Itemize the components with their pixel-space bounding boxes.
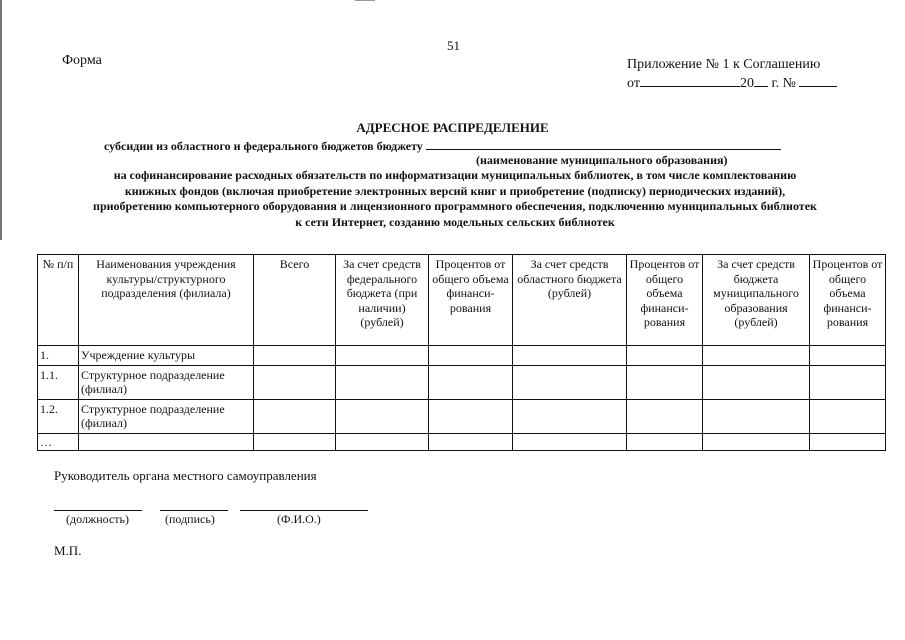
header-num: № п/п <box>38 255 79 346</box>
signature-caption: (подпись) <box>165 512 215 526</box>
table-cell <box>429 399 513 433</box>
table-cell <box>703 399 810 433</box>
row-number: … <box>38 433 79 450</box>
header-federal: За счет средств федерального бюджета (при наличии) (рублей) <box>336 255 429 346</box>
purpose-line: приобретению компьютерного оборудования и лицензионного программного обеспечения, подключению муниципальных библиотек <box>93 199 817 213</box>
table-cell <box>810 399 886 433</box>
table-cell <box>513 433 627 450</box>
purpose-line: на софинансирование расходных обязательств по информатизации муниципальных библиотек, в том числе комплектованию <box>113 168 797 182</box>
appendix-title: Приложение № 1 к Соглашению <box>627 57 821 72</box>
table-row <box>38 399 886 433</box>
table-cell <box>703 346 810 366</box>
year-suffix: г. № <box>767 76 796 91</box>
header-name: Наименования учреждения культуры/структурного подразделения (филиала) <box>79 255 254 346</box>
municipality-caption: (наименование муниципального образования) <box>476 153 728 167</box>
row-name: Структурное подразделение (филиал) <box>79 365 254 399</box>
table-cell <box>810 433 886 450</box>
form-label: Форма <box>62 53 102 68</box>
row-name: Структурное подразделение (филиал) <box>79 399 254 433</box>
table-cell <box>810 365 886 399</box>
table-cell <box>627 365 703 399</box>
header-municipal: За счет средств бюджета муниципального образования (рублей) <box>703 255 810 346</box>
municipality-blank <box>426 137 781 150</box>
head-label: Руководитель органа местного самоуправления <box>54 468 317 483</box>
table-cell <box>336 346 429 366</box>
page-number: 51 <box>447 38 460 53</box>
table-row <box>38 433 886 450</box>
purpose-line: книжных фондов (включая приобретение электронных версий книг и приобретение (подписку) периодических изданий), <box>124 183 786 198</box>
row-number: 1.2. <box>38 399 79 433</box>
appendix-date-line <box>627 74 837 92</box>
table-cell <box>254 365 336 399</box>
year-prefix: 20 <box>739 76 754 91</box>
year-blank <box>754 74 768 87</box>
header-municipal-percent: Процентов от общего объема финанси-рования <box>810 255 886 346</box>
position-caption: (должность) <box>66 512 129 526</box>
name-line <box>240 510 368 511</box>
table-cell <box>810 346 886 366</box>
signature-line <box>160 510 228 511</box>
distribution-table <box>37 254 886 451</box>
table-cell <box>254 433 336 450</box>
table-cell <box>336 365 429 399</box>
subsidy-text: субсидии из областного и федерального бюджетов бюджету <box>104 139 423 153</box>
document-title: АДРЕСНОЕ РАСПРЕДЕЛЕНИЕ <box>356 120 549 135</box>
table-cell <box>336 399 429 433</box>
scan-mark <box>355 0 375 1</box>
row-name: Учреждение культуры <box>79 346 254 366</box>
header-regional-percent: Процентов от общего объема финанси-рования <box>627 255 703 346</box>
name-caption: (Ф.И.О.) <box>277 512 321 526</box>
table-cell <box>627 433 703 450</box>
position-line <box>54 510 142 511</box>
stamp-label: М.П. <box>54 543 82 558</box>
header-federal-percent: Процентов от общего объема финанси-рования <box>429 255 513 346</box>
table-cell <box>513 346 627 366</box>
table-row <box>38 346 886 366</box>
table-cell <box>513 399 627 433</box>
date-blank <box>640 74 740 87</box>
table-cell <box>254 399 336 433</box>
table-cell <box>336 433 429 450</box>
table-row <box>38 365 886 399</box>
table-cell <box>703 433 810 450</box>
row-number: 1. <box>38 346 79 366</box>
number-blank <box>799 74 837 87</box>
appendix-from-prefix: от <box>627 76 640 91</box>
row-number: 1.1. <box>38 365 79 399</box>
purpose-line: к сети Интернет, созданию модельных сельских библиотек <box>295 214 615 229</box>
table-cell <box>254 346 336 366</box>
table-cell <box>429 433 513 450</box>
table-cell <box>703 365 810 399</box>
purpose-text <box>40 168 870 230</box>
table-header-row <box>38 255 886 346</box>
table-cell <box>627 346 703 366</box>
table-cell <box>429 346 513 366</box>
table-cell <box>627 399 703 433</box>
header-total: Всего <box>254 255 336 346</box>
table-cell <box>513 365 627 399</box>
subsidy-line <box>104 137 781 154</box>
row-name <box>79 433 254 450</box>
table-cell <box>429 365 513 399</box>
header-regional: За счет средств областного бюджета (рублей) <box>513 255 627 346</box>
